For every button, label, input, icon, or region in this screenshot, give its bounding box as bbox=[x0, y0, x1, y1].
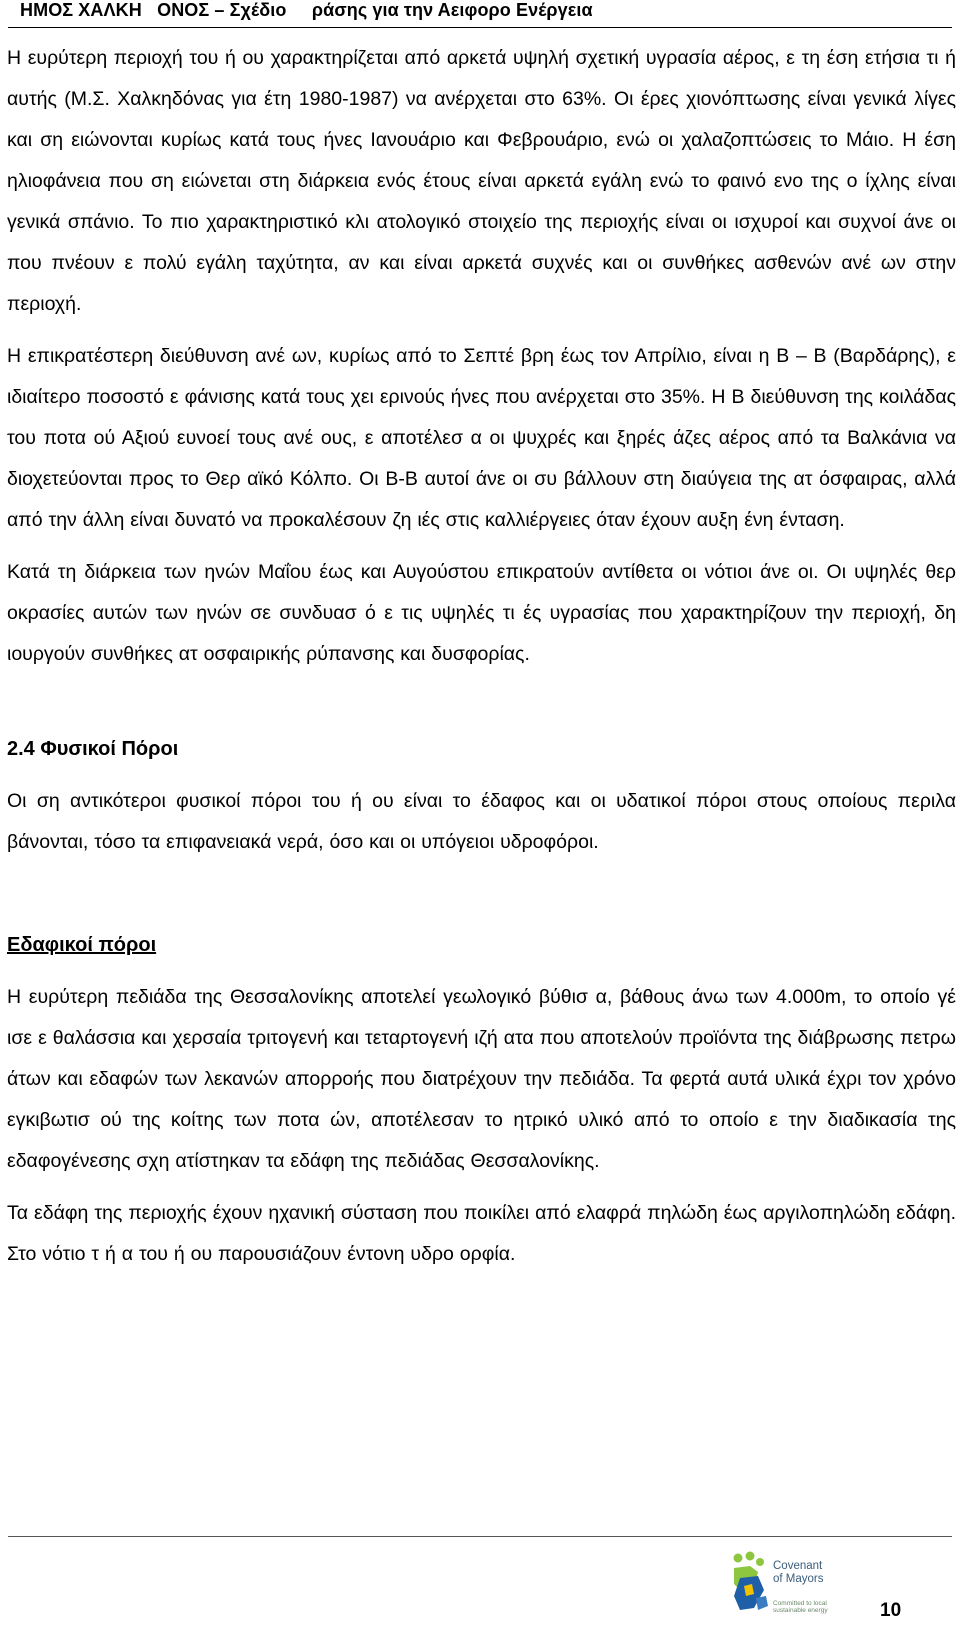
paragraph-natural-resources: Οι ση αντικότεροι φυσικοί πόροι του ή ου είναι το έδαφος και οι υδατικοί πόροι στους οποίους περιλα βάνονται, τόσο τα επιφανειακά νερά, όσο και οι υπόγειοι υδροφόροι. bbox=[7, 790, 956, 853]
subsection-heading: Εδαφικοί πόροι bbox=[7, 934, 157, 956]
header-title: ΗΜΟΣ ΧΑΛΚΗ ΟΝΟΣ – Σχέδιο ράσης για την Αειφορο Ενέργεια bbox=[20, 0, 593, 20]
footer-divider bbox=[8, 1536, 952, 1537]
logo-line-2: of Mayors bbox=[773, 1573, 824, 1585]
paragraph-soil-geology: Η ευρύτερη πεδιάδα της Θεσσαλονίκης αποτελεί γεωλογικό βύθισ α, βάθους άνω των 4.000m, το οποίο γέ ισε ε θαλάσσια και χερσαία τριτογενή και τεταρτογενή ιζή ατα που αποτελούν προϊόντα της διάβρωσης πετρω άτων και εδαφών των λεκανών απορροής που διατρέχουν την πεδιάδα. Τα φερτά αυτά υλικά έχρι τον χρόνο εγκιβωτισ ού της κοίτης των ποτα ών, αποτέλεσαν το ητρικό υλικό από το οποίο ε την διαδικασία της εδαφογένεσης σχη ατίστηκαν τα εδάφη της πεδιάδας Θεσσαλονίκης. bbox=[7, 986, 956, 1172]
paragraph-soil-composition: Τα εδάφη της περιοχής έχουν ηχανική σύσταση που ποικίλει από ελαφρά πηλώδη έως αργιλοπηλώδη εδάφη. Στο νότιο τ ή α του ή ου παρουσιάζουν έντονη υδρο ορφία. bbox=[7, 1202, 956, 1265]
page-header bbox=[8, 0, 952, 28]
logo-wordmark bbox=[773, 1560, 824, 1586]
logo-line-1: Covenant bbox=[773, 1560, 823, 1572]
logo-tagline: Committed to local sustainable energy bbox=[773, 1600, 828, 1614]
section-heading: 2.4 Φυσικοί Πόροι bbox=[7, 738, 179, 760]
page-number: 10 bbox=[880, 1600, 902, 1621]
paragraph-summer-winds: Κατά τη διάρκεια των ηνών Μαΐου έως και Αυγούστου επικρατούν αντίθετα οι νότιοι άνε οι. Οι υψηλές θερ οκρασίες αυτών των ηνών σε συνδυασ ό ε τις υψηλές τι ές υγρασίας που χαρακτηρίζουν την περιοχή, δη ιουργούν συνθήκες ατ οσφαιρικής ρύπανσης και δυσφορίας. bbox=[7, 561, 956, 665]
paragraph-humidity: Η ευρύτερη περιοχή του ή ου χαρακτηρίζεται από αρκετά υψηλή σχετική υγρασία αέρος, ε τη έση ετήσια τι ή αυτής (Μ.Σ. Χαλκηδόνας για έτη 1980-1987) να ανέρχεται στο 63%. Οι έρες χιονόπτωσης είναι γενικά λίγες και ση ειώνονται κυρίως κατά τους ήνες Ιανουάριο και Φεβρουάριο, ενώ οι χαλαζοπτώσεις το Μάιο. Η έση ηλιοφάνεια που ση ειώνεται στη διάρκεια ενός έτους είναι αρκετά εγάλη ενώ το φαινό ενο της ο ίχλης είναι γενικά σπάνιο. Το πιο χαρακτηριστικό κλι ατολογικό στοιχείο της περιοχής είναι οι ισχυροί και συχνοί άνε οι που πνέουν ε πολύ εγάλη ταχύτητα, αν και είναι αρκετά συχνές και οι συνθήκες ασθενών ανέ ων στην περιοχή. bbox=[7, 47, 956, 315]
paragraph-wind-direction: Η επικρατέστερη διεύθυνση ανέ ων, κυρίως από το Σεπτέ βρη έως τον Απρίλιο, είναι η Β – Β (Βαρδάρης), ε ιδιαίτερο ποσοστό ε φάνισης κατά τους χει ερινούς ήνες που ανέρχεται στο 35%. Η Β διεύθυνση της κοιλάδας του ποτα ού Αξιού ευνοεί τους ανέ ους, ε αποτέλεσ α οι ψυχρές και ξηρές άζες αέρος από τα Βαλκάνια να διοχετεύονται προς το Θερ αϊκό Κόλπο. Οι Β-Β αυτοί άνε οι συ βάλλουν στη διαύγεια της ατ όσφαιρας, αλλά από την άλλη είναι δυνατό να προκαλέσουν ζη ιές στις καλλιέργειες όταν έχουν αυξη ένη ένταση. bbox=[7, 345, 956, 531]
document-body bbox=[7, 38, 956, 1275]
